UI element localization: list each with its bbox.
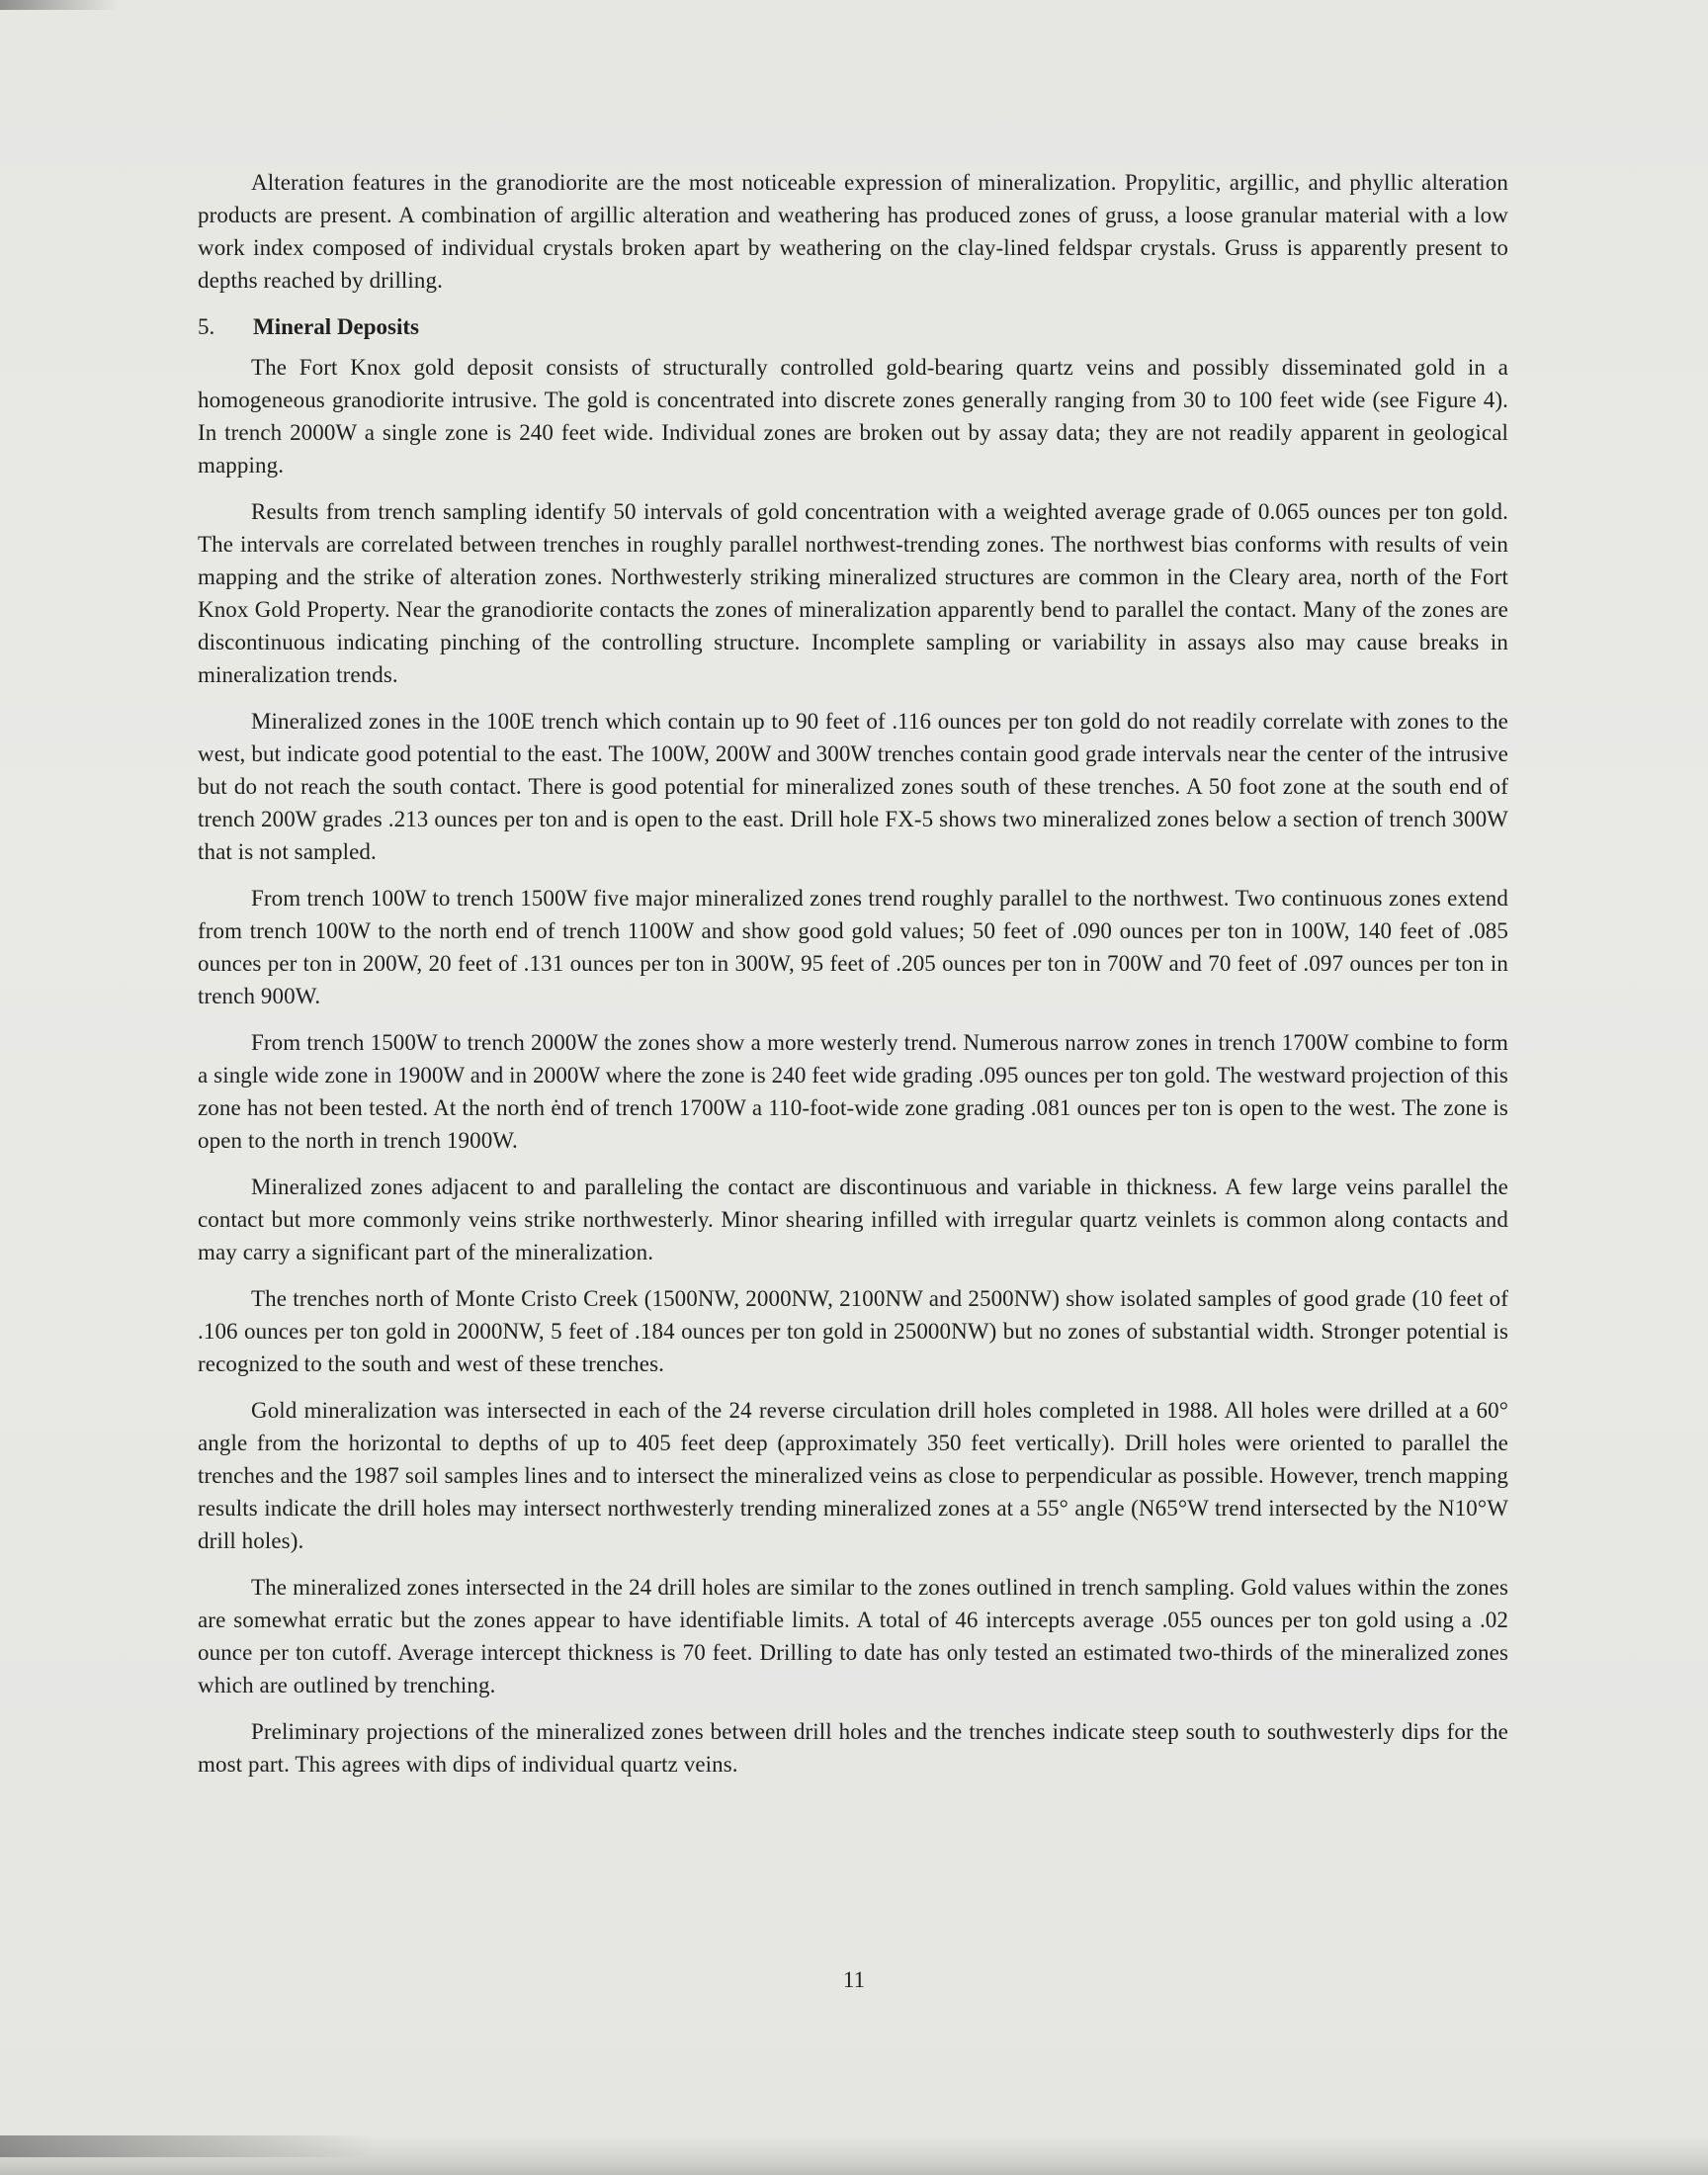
paragraph: Preliminary projections of the mineralized zones between drill holes and the trenches indicate steep south to southwesterly dips for the most part. This agrees with dips of individual quartz veins.: [198, 1719, 1508, 1777]
paragraph: Mineralized zones in the 100E trench which contain up to 90 feet of .116 ounces per ton gold do not readily correlate with zones to the west, but indicate good potential to the east. The 100W, 200W and 300W trenches contain good grade intervals near the center of the intrusive but do not reach the south contact. There is good potential for mineralized zones south of these trenches. A 50 foot zone at the south end of trench 200W grades .213 ounces per ton and is open to the east. Drill hole FX-5 shows two mineralized zones below a section of trench 300W that is not sampled.: [198, 709, 1508, 864]
paragraph: From trench 100W to trench 1500W five major mineralized zones trend roughly parallel to the northwest. Two continuous zones extend from trench 100W to the north end of trench 1100W and show good gold values; 50 feet of .090 ounces per ton in 100W, 140 feet of .085 ounces per ton in 200W, 20 feet of .131 ounces per ton in 300W, 95 feet of .205 ounces per ton in 700W and 70 feet of .097 ounces per ton in trench 900W.: [198, 886, 1508, 1008]
paragraph: Mineralized zones adjacent to and paralleling the contact are discontinuous and variable in thickness. A few large veins parallel the contact but more commonly veins strike northwesterly. Minor shearing infilled with irregular quartz veinlets is common along contacts and may carry a significant part of the mineralization.: [198, 1174, 1508, 1264]
paragraph: The mineralized zones intersected in the 24 drill holes are similar to the zones outlined in trench sampling. Gold values within the zones are somewhat erratic but the zones appear to have identifiable limits. A total of 46 intercepts average .055 ounces per ton gold using a .02 ounce per ton cutoff. Average intercept thickness is 70 feet. Drilling to date has only tested an estimated two-thirds of the mineralized zones which are outlined by trenching.: [198, 1575, 1508, 1697]
page-body: [198, 166, 1508, 1794]
section-title: Mineral Deposits: [253, 314, 420, 339]
paragraph: Results from trench sampling identify 50 intervals of gold concentration with a weighted average grade of 0.065 ounces per ton gold. The intervals are correlated between trenches in roughly parallel northwest-trending zones. The northwest bias conforms with results of vein mapping and the strike of alteration zones. Northwesterly striking mineralized structures are common in the Cleary area, north of the Fort Knox Gold Property. Near the granodiorite contacts the zones of mineralization apparently bend to parallel the contact. Many of the zones are discontinuous indicating pinching of the controlling structure. Incomplete sampling or variability in assays also may cause breaks in mineralization trends.: [198, 499, 1508, 687]
paragraph: Gold mineralization was intersected in each of the 24 reverse circulation drill holes completed in 1988. All holes were drilled at a 60° angle from the horizontal to depths of up to 405 feet deep (approximately 350 feet vertically). Drill holes were oriented to parallel the trenches and the 1987 soil samples lines and to intersect the mineralized veins as close to perpendicular as possible. However, trench mapping results indicate the drill holes may intersect northwesterly trending mineralized zones at a 55° angle (N65°W trend intersected by the N10°W drill holes).: [198, 1398, 1508, 1553]
paragraph: The trenches north of Monte Cristo Creek (1500NW, 2000NW, 2100NW and 2500NW) show isolated samples of good grade (10 feet of .106 ounces per ton gold in 2000NW, 5 feet of .184 ounces per ton gold in 25000NW) but no zones of substantial width. Stronger potential is recognized to the south and west of these trenches.: [198, 1286, 1508, 1376]
scan-edge-top: [0, 0, 119, 10]
paragraph-alteration: Alteration features in the granodiorite are the most noticeable expression of mineralization. Propylitic, argillic, and phyllic alteration products are present. A combination of argillic alteration and weathering has produced zones of gruss, a loose granular material with a low work index composed of individual crystals broken apart by weathering on the clay-lined feldspar crystals. Gruss is apparently present to depths reached by drilling.: [198, 170, 1508, 293]
scan-shadow-bottom-left: [0, 2135, 376, 2157]
section-number: 5.: [198, 314, 215, 339]
page-number: 11: [842, 1967, 866, 1992]
section-heading: [198, 310, 1508, 343]
paragraph: From trench 1500W to trench 2000W the zones show a more westerly trend. Numerous narrow zones in trench 1700W combine to form a single wide zone in 1900W and in 2000W where the zone is 240 feet wide grading .095 ounces per ton gold. The westward projection of this zone has not been tested. At the north ėnd of trench 1700W a 110-foot-wide zone grading .081 ounces per ton is open to the west. The zone is open to the north in trench 1900W.: [198, 1030, 1508, 1153]
paragraph: The Fort Knox gold deposit consists of structurally controlled gold-bearing quartz veins and possibly disseminated gold in a homogeneous granodiorite intrusive. The gold is concentrated into discrete zones generally ranging from 30 to 100 feet wide (see Figure 4). In trench 2000W a single zone is 240 feet wide. Individual zones are broken out by assay data; they are not readily apparent in geological mapping.: [198, 355, 1508, 478]
